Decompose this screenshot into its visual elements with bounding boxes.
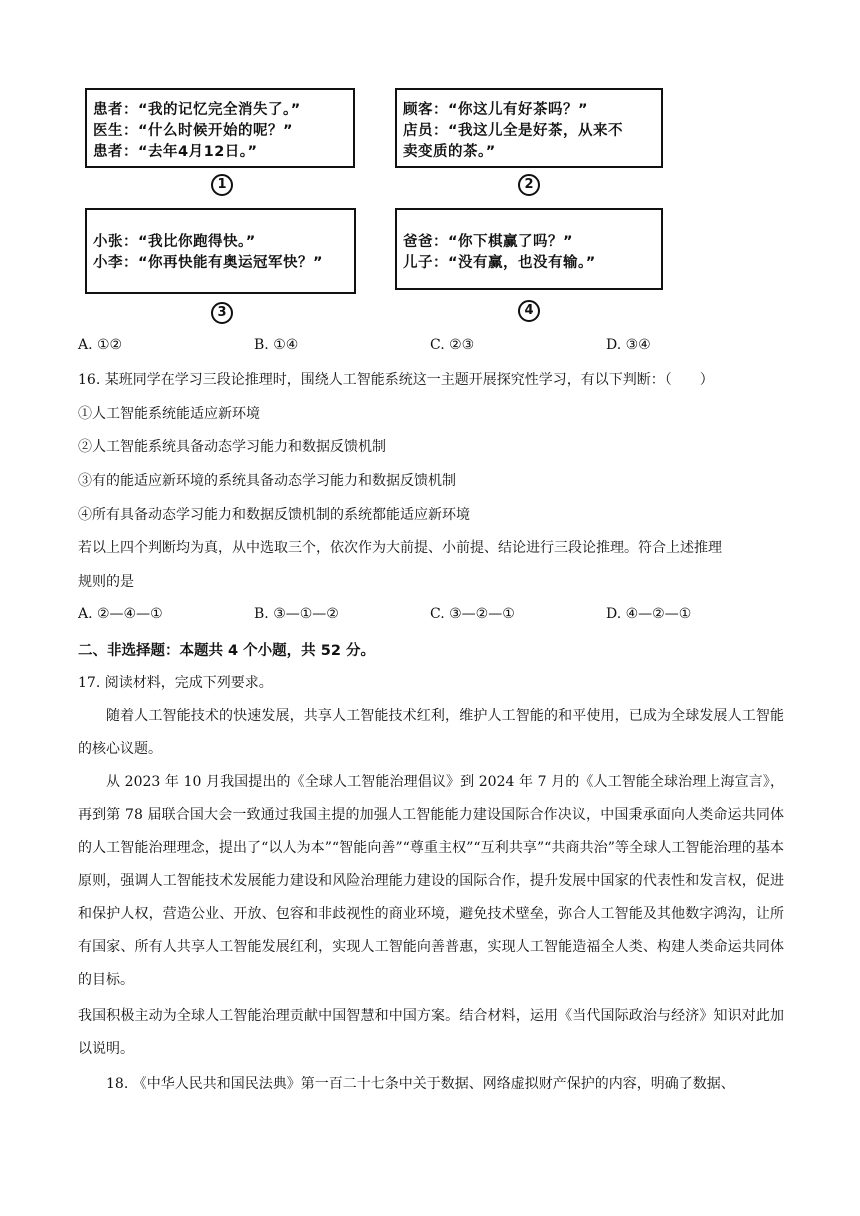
q15-option-a[interactable]: A. ①② xyxy=(78,337,123,353)
figure-number-4: 4 xyxy=(518,300,540,322)
dialogue-line: 患者：“我的记忆完全消失了。” xyxy=(93,102,301,118)
paragraph-text: 随着人工智能技术的快速发展，共享人工智能技术红利，维护人工智能的和平使用，已成为全球发展人工智能的核心议题。 xyxy=(78,708,784,757)
q16-item-4: ④所有具备动态学习能力和数据反馈机制的系统都能适应新环境 xyxy=(78,507,470,523)
q18-line: 18. 《中华人民共和国民法典》第一百二十七条中关于数据、网络虚拟财产保护的内容，明确了数据、 xyxy=(106,1076,735,1092)
figure-number-3: 3 xyxy=(211,302,233,324)
dialogue-line: 店员：“我这儿全是好茶，从来不 xyxy=(403,123,624,139)
task-text: 我国积极主动为全球人工智能治理贡献中国智慧和中国方案。结合材料，运用《当代国际政治与经济》知识对此加以说明。 xyxy=(78,1008,784,1057)
dialogue-box-2 xyxy=(395,88,663,168)
dialogue-line: 爸爸：“你下棋赢了吗？” xyxy=(403,234,574,250)
figure-number-2: 2 xyxy=(518,174,540,196)
q17-material-paragraph-1 xyxy=(78,700,784,766)
dialogue-line: 小李：“你再快能有奥运冠军快？” xyxy=(93,255,324,271)
dialogue-line: 儿子：“没有赢，也没有输。” xyxy=(403,255,596,271)
q16-stem: 16. 某班同学在学习三段论推理时，围绕人工智能系统这一主题开展探究性学习，有以下判断：（ ） xyxy=(78,372,714,388)
q17-stem: 17. 阅读材料，完成下列要求。 xyxy=(78,675,273,691)
section-heading: 二、非选择题：本题共 4 个小题，共 52 分。 xyxy=(78,643,375,659)
figure-number-1: 1 xyxy=(211,174,233,196)
q15-option-d[interactable]: D. ③④ xyxy=(606,337,651,353)
dialogue-line: 医生：“什么时候开始的呢？” xyxy=(93,123,294,139)
dialogue-box-3 xyxy=(85,208,356,294)
dialogue-line: 卖变质的茶。” xyxy=(403,144,496,160)
dialogue-line: 患者：“去年4月12日。” xyxy=(93,144,258,160)
q16-option-d[interactable]: D. ④—②—① xyxy=(606,606,692,622)
q16-item-1: ①人工智能系统能适应新环境 xyxy=(78,406,260,422)
q15-option-c[interactable]: C. ②③ xyxy=(430,337,475,353)
q18-text xyxy=(78,1068,784,1101)
q16-prompt-line-2: 规则的是 xyxy=(78,574,134,590)
q17-material-paragraph-2 xyxy=(78,766,784,997)
paragraph-text: 从 2023 年 10 月我国提出的《全球人工智能治理倡议》到 2024 年 7 月的《人工智能全球治理上海宣言》，再到第 78 届联合国大会一致通过我国主提的加强人工智能能力建设国际合作决议，中国秉承面向人类命运共同体的人工智能治理理念，提出了“以人为本”“智能向善”“尊重主权”“互利共享”“共商共治”等全球人工智能治理的基本原则，强调人工智能技术发展能力建设和风险治理能力建设的国际合作，提升发展中国家的代表性和发言权，促进和保护人权，营造公业、开放、包容和非歧视性的商业环境，避免技术壁垒，弥合人工智能及其他数字鸿沟，让所有国家、所有人共享人工智能发展红利，实现人工智能向善普惠，实现人工智能造福全人类、构建人类命运共同体的目标。 xyxy=(78,774,784,988)
q16-option-b[interactable]: B. ③—①—② xyxy=(254,606,339,622)
q17-task xyxy=(78,1000,784,1066)
q15-option-b[interactable]: B. ①④ xyxy=(254,337,299,353)
dialogue-box-4 xyxy=(395,208,663,290)
dialogue-line: 顾客：“你这儿有好茶吗？” xyxy=(403,102,589,118)
q16-item-2: ②人工智能系统具备动态学习能力和数据反馈机制 xyxy=(78,439,386,455)
q16-item-3: ③有的能适应新环境的系统具备动态学习能力和数据反馈机制 xyxy=(78,473,456,489)
q16-option-c[interactable]: C. ③—②—① xyxy=(430,606,515,622)
q16-prompt-line-1: 若以上四个判断均为真，从中选取三个，依次作为大前提、小前提、结论进行三段论推理。符合上述推理 xyxy=(78,540,722,556)
dialogue-box-1 xyxy=(85,88,355,168)
q16-option-a[interactable]: A. ②—④—① xyxy=(78,606,163,622)
dialogue-line: 小张：“我比你跑得快。” xyxy=(93,234,256,250)
